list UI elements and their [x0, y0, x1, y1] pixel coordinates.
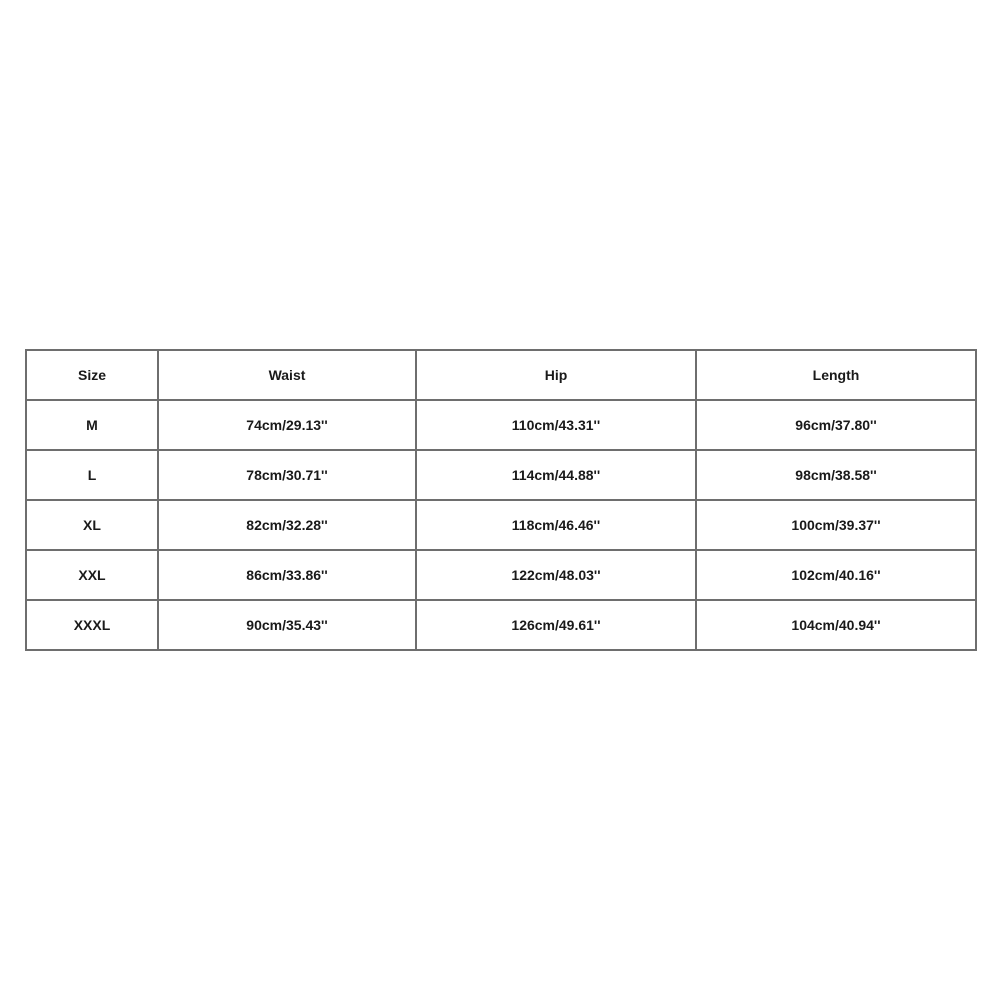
- table-row: [26, 450, 976, 500]
- length-cell: 104cm/40.94'': [696, 600, 976, 650]
- size-cell: XL: [26, 500, 158, 550]
- header-length: Length: [696, 350, 976, 400]
- hip-cell: 114cm/44.88'': [416, 450, 696, 500]
- header-size: Size: [26, 350, 158, 400]
- waist-cell: 90cm/35.43'': [158, 600, 416, 650]
- table-header-row: [26, 350, 976, 400]
- length-cell: 102cm/40.16'': [696, 550, 976, 600]
- size-cell: M: [26, 400, 158, 450]
- waist-cell: 82cm/32.28'': [158, 500, 416, 550]
- table-row: [26, 500, 976, 550]
- size-cell: L: [26, 450, 158, 500]
- size-cell: XXL: [26, 550, 158, 600]
- waist-cell: 74cm/29.13'': [158, 400, 416, 450]
- hip-cell: 122cm/48.03'': [416, 550, 696, 600]
- length-cell: 98cm/38.58'': [696, 450, 976, 500]
- header-waist: Waist: [158, 350, 416, 400]
- size-cell: XXXL: [26, 600, 158, 650]
- length-cell: 100cm/39.37'': [696, 500, 976, 550]
- size-chart-table: [25, 349, 977, 651]
- waist-cell: 86cm/33.86'': [158, 550, 416, 600]
- header-hip: Hip: [416, 350, 696, 400]
- hip-cell: 110cm/43.31'': [416, 400, 696, 450]
- hip-cell: 126cm/49.61'': [416, 600, 696, 650]
- table-row: [26, 600, 976, 650]
- length-cell: 96cm/37.80'': [696, 400, 976, 450]
- hip-cell: 118cm/46.46'': [416, 500, 696, 550]
- table-row: [26, 550, 976, 600]
- waist-cell: 78cm/30.71'': [158, 450, 416, 500]
- table-row: [26, 400, 976, 450]
